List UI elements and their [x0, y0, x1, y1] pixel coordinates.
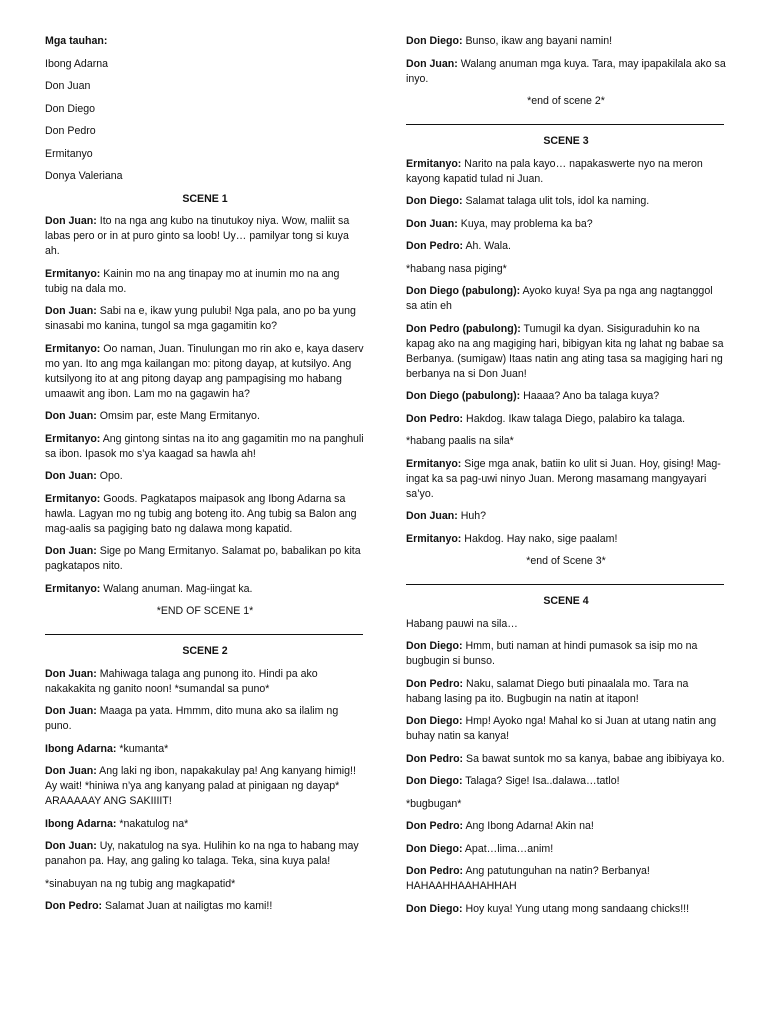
dialogue-line [406, 532, 726, 547]
script-text: Ermitanyo [45, 147, 93, 160]
dialogue-text: Hakdog. Ikaw talaga Diego, palabiro ka talaga. [466, 412, 686, 425]
dialogue-text: Ito na nga ang kubo na tinutukoy niya. Wow, maliit sa labas pero or in at puro ginto sa loob! Uy… pamilyar tong si kuya ah. [45, 215, 350, 257]
dialogue-text: Apat…lima…anim! [464, 842, 554, 855]
dialogue-line [406, 389, 726, 404]
dialogue-text: Salamat talaga ulit tols, idol ka naming. [465, 195, 650, 207]
speaker-name: Ermitanyo: [406, 532, 462, 545]
speaker-name: Don Pedro: [406, 865, 464, 877]
dialogue-text: Ayoko kuya! Sya pa nga ang nagtanggol sa atin eh [406, 285, 713, 312]
dialogue-text: Tumugil ka dyan. Sisiguraduhin ko na kapag ako na ang magiging hari, bibigyan kita ng lahat ng babae sa Berbanya. (sumigaw) Itaas natin ang ating tasa sa magiging hari ng berbanya na si Don Juan! [406, 322, 724, 380]
dialogue-text: Mahiwaga talaga ang punong ito. Hindi pa ako nakakakita ng ganito noon! *sumandal sa puno* [45, 667, 318, 695]
dialogue-text: Sa bawat suntok mo sa kanya, babae ang ibibiyaya ko. [466, 752, 725, 765]
scene-title: SCENE 2 [182, 645, 228, 657]
speaker-name: Ermitanyo: [45, 267, 101, 280]
dialogue-line [406, 322, 726, 382]
speaker-name: Ibong Adarna: [45, 742, 117, 755]
speaker-name: Don Juan: [45, 545, 97, 557]
speaker-name: Don Pedro: [406, 240, 464, 252]
left-column [45, 34, 365, 922]
dialogue-line [406, 774, 726, 789]
scene-end-marker: *end of scene 2* [527, 95, 605, 107]
script-text: Don Diego [45, 102, 96, 115]
dialogue-line [45, 899, 365, 914]
dialogue-text: Goods. Pagkatapos maipasok ang Ibong Adarna sa hawla. Lagyan mo ng tubig ang boteng ito. Ang tubig sa Balon ang mag-aalis sa pagiging bato ng dalawa mong kapatid. [45, 492, 357, 535]
script-text: Donya Valeriana [45, 170, 123, 182]
speaker-name: Don Pedro: [406, 412, 464, 425]
dialogue-line [406, 194, 726, 209]
dialogue-line [45, 704, 365, 734]
dialogue-text: *nakatulog na* [119, 817, 189, 830]
dialogue-line [45, 764, 365, 809]
speaker-name: Don Diego: [406, 195, 463, 207]
dialogue-text: Ang patutunguhan na natin? Berbanya! HAHAAHHAAHAHHAH [406, 865, 650, 892]
dialogue-line [406, 752, 726, 767]
speaker-name: Ermitanyo: [406, 457, 462, 470]
dialogue-text: Walang anuman. Mag-iingat ka. [103, 582, 253, 595]
speaker-name: Don Pedro: [45, 900, 103, 912]
dialogue-line [406, 677, 726, 707]
script-text: *habang paalis na sila* [406, 435, 514, 447]
speaker-name: Don Diego: [406, 715, 463, 727]
speaker-name: Ermitanyo: [406, 157, 462, 170]
dialogue-text: Hakdog. Hay nako, sige paalam! [464, 532, 618, 545]
speaker-name: Don Juan: [45, 470, 97, 482]
dialogue-line [406, 57, 726, 87]
dialogue-line [406, 284, 726, 314]
speaker-name: Ermitanyo: [45, 342, 101, 355]
script-text: *habang nasa piging* [406, 262, 507, 275]
dialogue-text: Bunso, ikaw ang bayani namin! [465, 35, 613, 47]
speaker-name: Don Diego: [406, 775, 463, 787]
dialogue-text: Ang laki ng ibon, napakakulay pa! Ang kanyang himig!! Ay wait! *hiniwa n’ya ang kanyang palad at pinigaan ng dayap* ARAAAAAY ANG SAKIIIIT! [45, 765, 356, 807]
speaker-name: Don Diego: [406, 35, 463, 47]
script-text: Don Juan [45, 80, 91, 92]
dialogue-text: Hmp! Ayoko nga! Mahal ko si Juan at utang natin ang buhay natin sa kanya! [406, 715, 717, 742]
dialogue-line [45, 742, 365, 757]
dialogue-text: Hoy kuya! Yung utang mong sandaang chicks!!! [465, 902, 690, 915]
dialogue-text: Walang anuman mga kuya. Tara, may ipapakilala ako sa inyo. [406, 57, 726, 85]
right-column [406, 34, 726, 924]
dialogue-line [406, 842, 726, 857]
speaker-name: Don Diego (pabulong): [406, 285, 521, 297]
dialogue-text: Uy, nakatulog na sya. Hulihin ko na nga to habang may panahon pa. Hay, ang galing ko talaga. Teka, sina kuya pala! [45, 840, 359, 867]
dialogue-text: Huh? [460, 510, 487, 522]
scene-end-marker: *END OF SCENE 1* [156, 605, 254, 617]
dialogue-text: Ang Ibong Adarna! Akin na! [465, 820, 594, 832]
dialogue-text: Sige po Mang Ermitanyo. Salamat po, babalikan po kita pagkatapos nito. [45, 545, 361, 572]
dialogue-line [406, 412, 726, 427]
speaker-name: Don Juan: [45, 705, 97, 717]
dialogue-text: Sabi na e, ikaw yung pulubi! Nga pala, ano po ba yung sinasabi mo kanina, tungol sa mga gagamitin ko? [45, 305, 356, 332]
speaker-name: Don Juan: [406, 57, 458, 70]
scene-divider [406, 124, 724, 125]
speaker-name: Don Diego: [406, 842, 463, 855]
dialogue-text: Ah. Wala. [465, 240, 511, 252]
dialogue-line [45, 342, 365, 402]
script-text: Don Pedro [45, 125, 96, 137]
dialogue-text: Sige mga anak, batiin ko ulit si Juan. Hoy, gising! Mag-ingat ka sa pag-uwi ninyo Juan. Merong masamang mangyayari sa’yo. [406, 457, 721, 500]
dialogue-text: Salamat Juan at nailigtas mo kami!! [105, 900, 273, 912]
scene-end-marker: *end of Scene 3* [526, 555, 606, 567]
speaker-name: Ermitanyo: [45, 432, 101, 445]
dialogue-line [45, 432, 365, 462]
scene-title: SCENE 3 [543, 135, 589, 147]
dialogue-line [406, 509, 726, 524]
speaker-name: Don Diego: [406, 902, 463, 915]
dialogue-text: Kuya, may problema ka ba? [460, 217, 593, 230]
dialogue-text: Hmm, buti naman at hindi pumasok sa isip mo na bugbugin si bunso. [406, 640, 698, 667]
dialogue-line [406, 157, 726, 187]
speaker-name: Don Pedro: [406, 752, 464, 765]
dialogue-text: Talaga? Sige! Isa..dalawa…tatlo! [465, 775, 620, 787]
dialogue-line [406, 217, 726, 232]
dialogue-line [406, 239, 726, 254]
speaker-name: Don Pedro: [406, 677, 464, 690]
speaker-name: Don Juan: [45, 305, 97, 317]
scene-title: SCENE 4 [543, 595, 589, 607]
speaker-name: Don Juan: [45, 667, 97, 680]
dialogue-line [406, 457, 726, 502]
dialogue-text: Opo. [99, 470, 123, 482]
scene-title: SCENE 1 [182, 192, 228, 205]
dialogue-text: *kumanta* [119, 742, 169, 755]
dialogue-text: Kainin mo na ang tinapay mo at inumin mo na ang tubig na dala mo. [45, 267, 340, 295]
dialogue-line [406, 864, 726, 894]
dialogue-line [406, 714, 726, 744]
dialogue-text: Narito na pala kayo… napakaswerte nyo na meron kayong kapatid tulad ni Juan. [406, 157, 703, 185]
dialogue-line [45, 544, 365, 574]
dialogue-text: Omsim par, este Mang Ermitanyo. [99, 410, 260, 422]
dialogue-line [45, 582, 365, 597]
dialogue-text: Oo naman, Juan. Tinulungan mo rin ako e, kaya daserv mo yan. Ito ang mga kailangan mo: pitong dayap, at kutsilyo. Ang kutsilyong ito at ang pitong dayap ang pampagising mo habang umaawit ang ibon. Lam mo na gagawin ha? [45, 342, 364, 400]
speaker-name: Don Juan: [406, 510, 458, 522]
dialogue-line [45, 214, 365, 259]
speaker-name: Ermitanyo: [45, 582, 101, 595]
speaker-name: Don Diego: [406, 640, 463, 652]
speaker-name: Ermitanyo: [45, 492, 101, 505]
speaker-name: Don Juan: [45, 840, 97, 852]
speaker-name: Don Pedro (pabulong): [406, 322, 521, 335]
dialogue-text: Ang gintong sintas na ito ang gagamitin mo na panghuli sa ibon. Ipasok mo s’ya kaagad sa hawla ah! [45, 432, 364, 460]
script-text: Ibong Adarna [45, 57, 109, 70]
dialogue-line [45, 267, 365, 297]
script-text: *bugbugan* [406, 797, 462, 810]
dialogue-line [45, 409, 365, 424]
speaker-name: Don Juan: [45, 410, 97, 422]
speaker-name: Don Juan: [406, 217, 458, 230]
dialogue-line [45, 667, 365, 697]
dialogue-line [406, 819, 726, 834]
dialogue-line [45, 817, 365, 832]
dialogue-line [45, 469, 365, 484]
dialogue-text: Naku, salamat Diego buti pinaalala mo. Tara na habang lasing pa ito. Bugbugin na natin at itapon! [406, 677, 689, 705]
speaker-name: Ibong Adarna: [45, 817, 117, 830]
speaker-name: Don Juan: [45, 765, 97, 777]
speaker-name: Don Juan: [45, 215, 97, 227]
dialogue-line [45, 839, 365, 869]
dialogue-line [406, 34, 726, 49]
cast-heading: Mga tauhan: [45, 35, 108, 47]
script-text: *sinabuyan na ng tubig ang magkapatid* [45, 877, 236, 890]
dialogue-line [406, 902, 726, 917]
scene-divider [45, 634, 363, 635]
dialogue-text: Haaaa? Ano ba talaga kuya? [523, 390, 660, 402]
dialogue-text: Maaga pa yata. Hmmm, dito muna ako sa ilalim ng puno. [45, 705, 339, 732]
dialogue-line [406, 639, 726, 669]
speaker-name: Don Diego (pabulong): [406, 390, 521, 402]
scene-divider [406, 584, 724, 585]
dialogue-line [45, 304, 365, 334]
dialogue-line [45, 492, 365, 537]
script-text: Habang pauwi na sila… [406, 617, 518, 630]
speaker-name: Don Pedro: [406, 820, 464, 832]
